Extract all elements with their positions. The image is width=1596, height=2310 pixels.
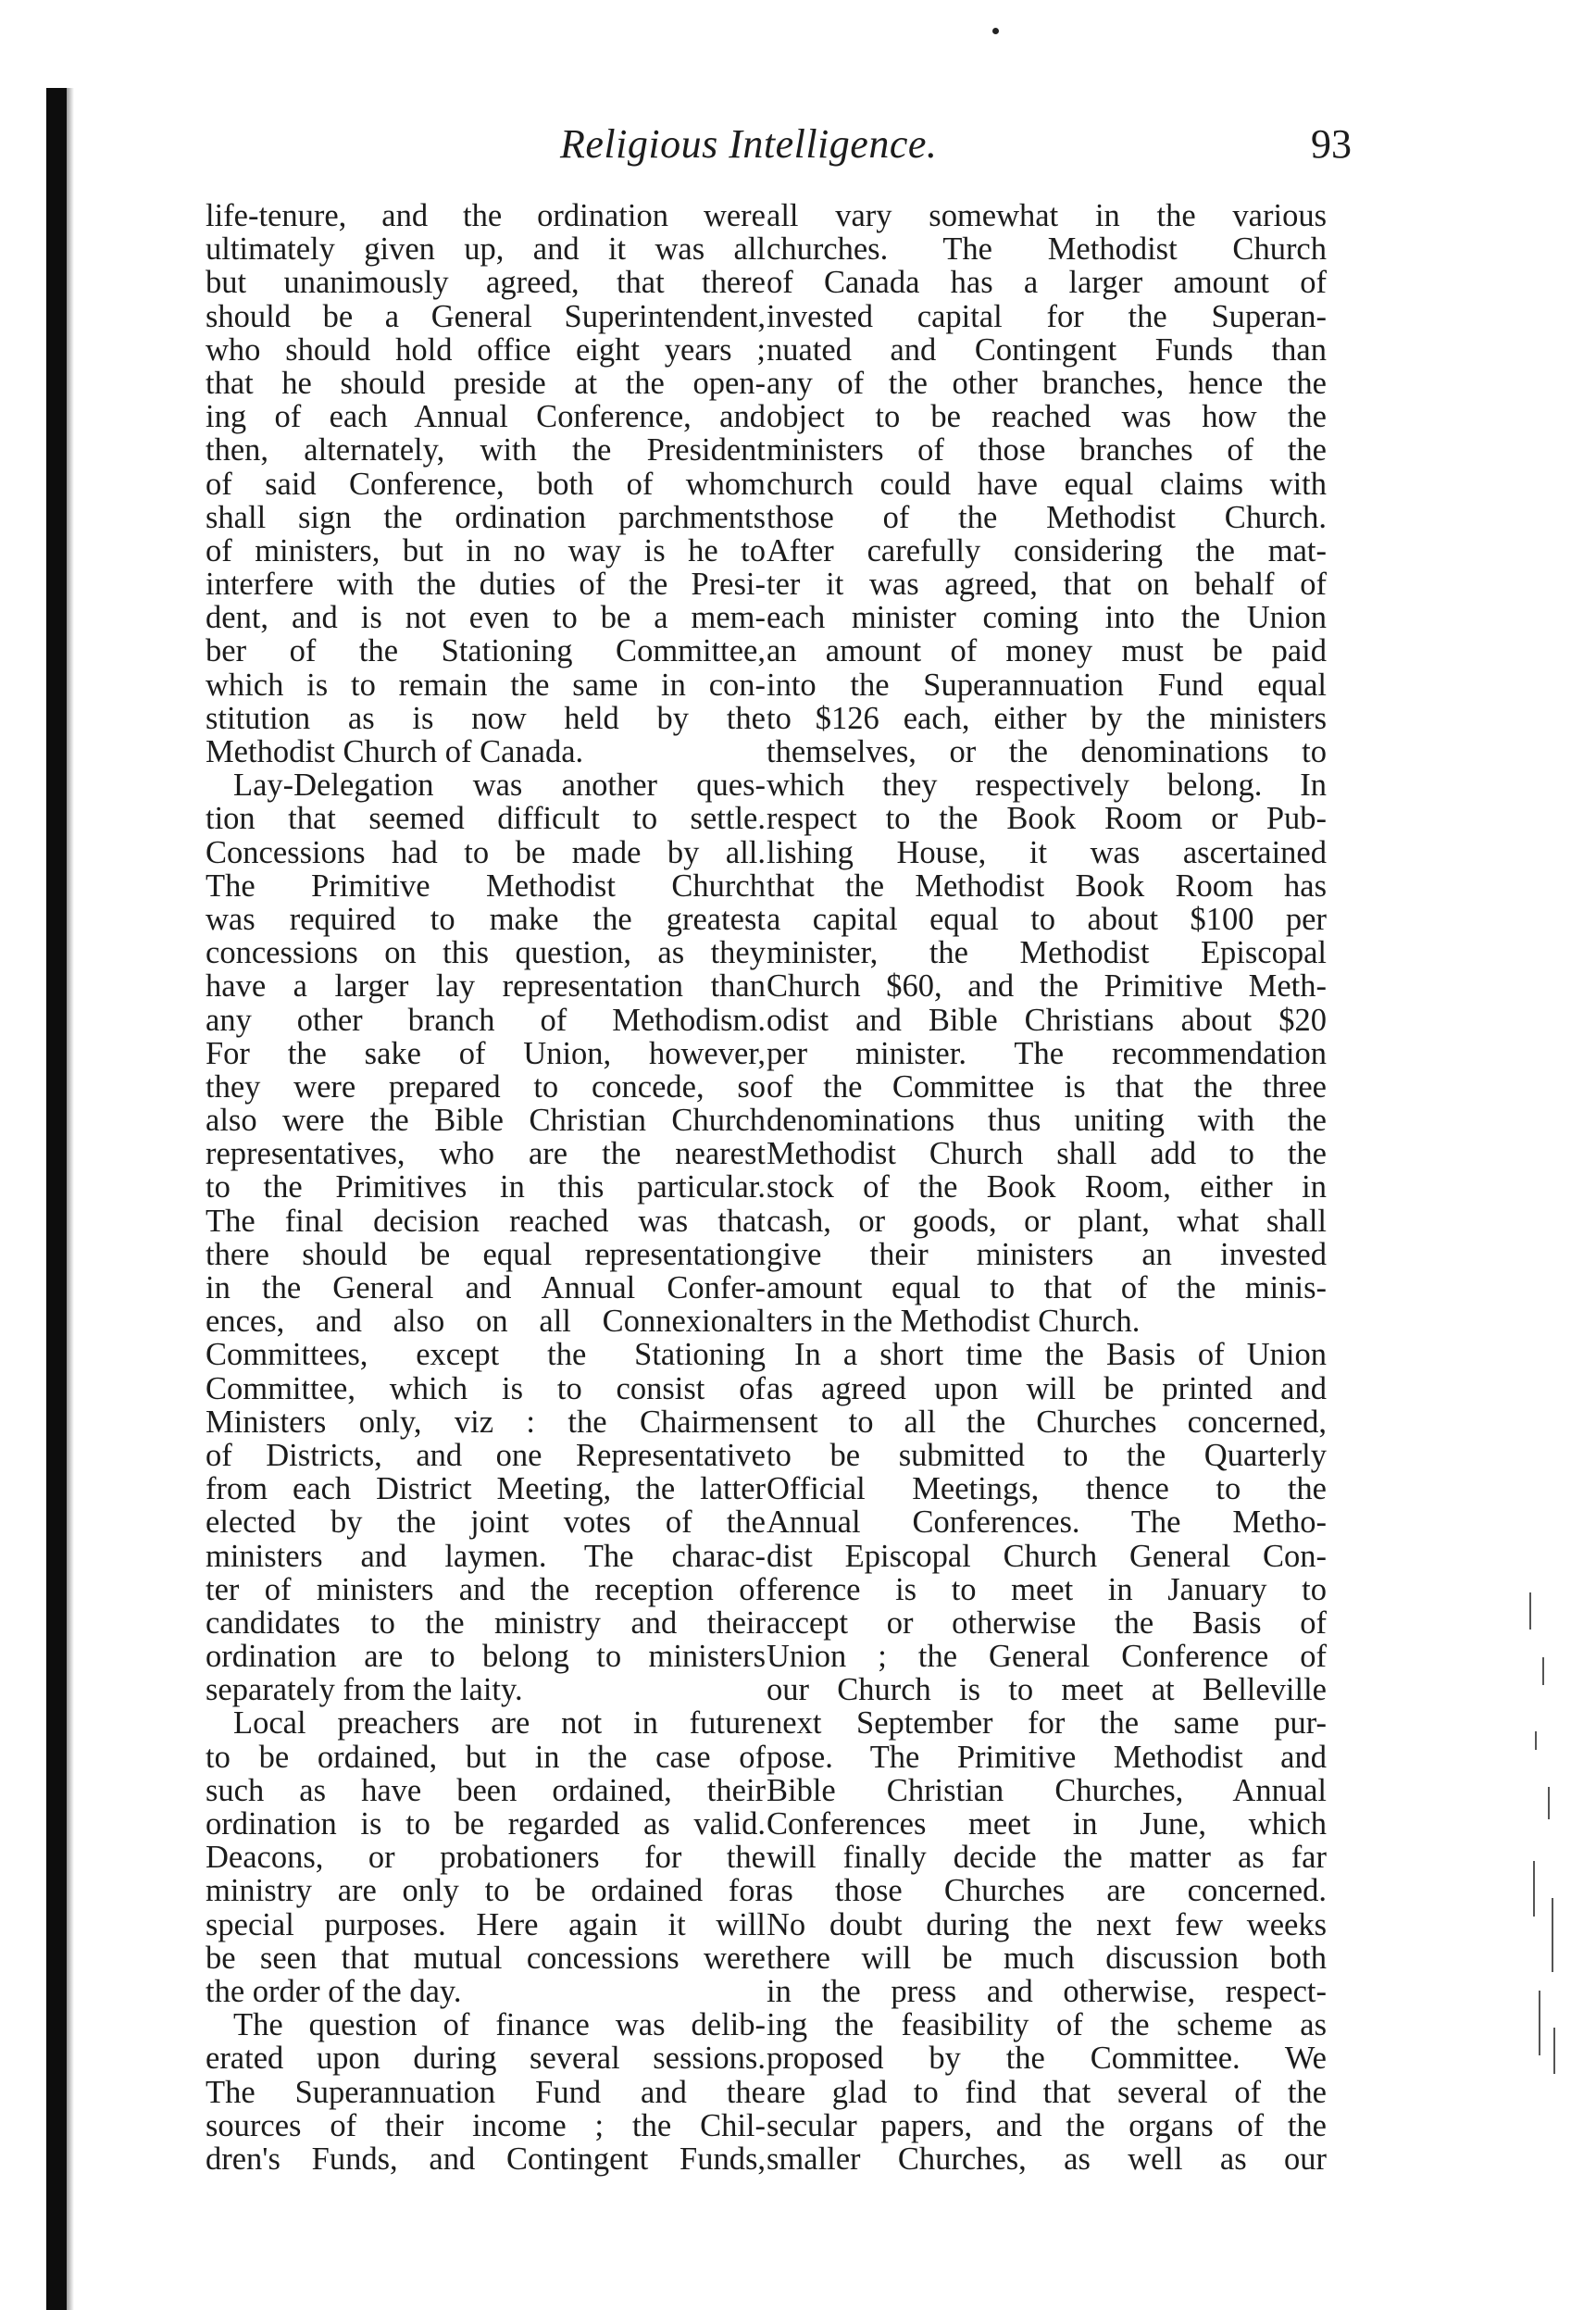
text-line: in the General and Annual Confer-: [206, 1270, 766, 1305]
text-line: amount equal to that of the minis-: [767, 1270, 1327, 1305]
text-line: themselves, or the denominations to: [767, 734, 1327, 769]
text-line: each minister coming into the Union: [767, 600, 1327, 636]
text-line: ter of ministers and the reception of: [206, 1571, 766, 1607]
text-line: For the sake of Union, however,: [206, 1035, 766, 1071]
text-line: The Superannuation Fund and the: [206, 2074, 766, 2110]
text-line: stitution as is now held by the: [206, 700, 766, 736]
text-line: secular papers, and the organs of the: [767, 2107, 1327, 2143]
text-line: there should be equal representation: [206, 1236, 766, 1272]
text-line: but unanimously agreed, that there: [206, 265, 766, 301]
text-line: to the Primitives in this particular.: [206, 1169, 766, 1205]
text-line: lishing House, it was ascertained: [767, 834, 1327, 870]
text-line: Local preachers are not in future: [233, 1705, 766, 1742]
text-line: of the Committee is that the three: [767, 1068, 1327, 1105]
text-line: sent to all the Churches concerned,: [767, 1404, 1327, 1440]
text-line: then, alternately, with the President: [206, 432, 766, 468]
text-line: stock of the Book Room, either in: [767, 1169, 1327, 1205]
text-line: in the press and otherwise, respect-: [767, 1973, 1327, 2009]
text-line: ing of each Annual Conference, and: [206, 399, 766, 435]
text-line: have a larger lay representation than: [206, 968, 766, 1005]
text-line: ordination is to be regarded as valid.: [206, 1806, 766, 1842]
text-line: who should hold office eight years ;: [206, 331, 766, 368]
text-line: dren's Funds, and Contingent Funds,: [206, 2141, 766, 2177]
text-line: The question of finance was delib-: [233, 2007, 766, 2043]
text-line: nuated and Contingent Funds than: [767, 331, 1327, 368]
text-line: which is to remain the same in con-: [206, 667, 766, 703]
text-line: No doubt during the next few weeks: [767, 1906, 1327, 1942]
text-line: are glad to find that several of the: [767, 2074, 1327, 2110]
text-line: After carefully considering the mat-: [767, 532, 1327, 568]
text-line: ing the feasibility of the scheme as: [767, 2007, 1327, 2043]
running-title: Religious Intelligence.: [560, 121, 938, 167]
text-line: pose. The Primitive Methodist and: [767, 1739, 1327, 1775]
text-line: odist and Bible Christians about $20: [767, 1002, 1327, 1038]
text-line: special purposes. Here again it will: [206, 1906, 766, 1942]
page-header: [194, 120, 1352, 176]
text-line: those of the Methodist Church.: [767, 499, 1327, 535]
text-line: elected by the joint votes of the: [206, 1505, 766, 1541]
text-line: was required to make the greatest: [206, 901, 766, 937]
text-line: Church $60, and the Primitive Meth-: [767, 968, 1327, 1005]
text-line: Deacons, or probationers for the: [206, 1840, 766, 1876]
text-line: In a short time the Basis of Union: [794, 1337, 1327, 1373]
text-line: The Primitive Methodist Church: [206, 868, 766, 904]
text-line: Annual Conferences. The Metho-: [767, 1505, 1327, 1541]
text-line: representatives, who are the nearest: [206, 1136, 766, 1172]
text-line: Official Meetings, thence to the: [767, 1471, 1327, 1507]
text-line: ultimately given up, and it was all: [206, 231, 766, 268]
text-line: of Districts, and one Representative: [206, 1437, 766, 1473]
text-line: ter it was agreed, that on behalf of: [767, 567, 1327, 603]
text-line: ber of the Stationing Committee,: [206, 633, 766, 669]
text-line: erated upon during several sessions.: [206, 2041, 766, 2077]
text-column-left: [206, 199, 766, 2176]
text-line: from each District Meeting, the latter: [206, 1471, 766, 1507]
text-line: cash, or goods, or plant, what shall: [767, 1203, 1327, 1239]
text-line: ordination are to belong to ministers: [206, 1639, 766, 1675]
text-line: ministers of those branches of the: [767, 432, 1327, 468]
text-line: proposed by the Committee. We: [767, 2041, 1327, 2077]
text-line: an amount of money must be paid: [767, 633, 1327, 669]
text-line: Union ; the General Conference of: [767, 1639, 1327, 1675]
text-line: sources of their income ; the Chil-: [206, 2107, 766, 2143]
text-line: as those Churches are concerned.: [767, 1873, 1327, 1909]
text-line: respect to the Book Room or Pub-: [767, 801, 1327, 837]
text-line: invested capital for the Superan-: [767, 298, 1327, 334]
text-line: The final decision reached was that: [206, 1203, 766, 1239]
text-line: shall sign the ordination parchments: [206, 499, 766, 535]
text-line: there will be much discussion both: [767, 1940, 1327, 1976]
text-line: Methodist Church shall add to the: [767, 1136, 1327, 1172]
text-line: Committee, which is to consist of: [206, 1370, 766, 1406]
text-line: which they respectively belong. In: [767, 768, 1327, 804]
text-line: ters in the Methodist Church.: [767, 1304, 1141, 1340]
text-line: all vary somewhat in the various: [767, 198, 1327, 233]
text-line: Methodist Church of Canada.: [206, 734, 584, 769]
text-line: such as have been ordained, their: [206, 1772, 766, 1808]
text-line: that he should preside at the open-: [206, 365, 766, 401]
text-line: church could have equal claims with: [767, 466, 1327, 502]
text-line: concessions on this question, as they: [206, 935, 766, 971]
text-line: to be submitted to the Quarterly: [767, 1437, 1327, 1473]
text-line: separately from the laity.: [206, 1672, 523, 1708]
text-line: to be ordained, but in the case of: [206, 1739, 766, 1775]
text-line: of said Conference, both of whom: [206, 466, 766, 502]
text-line: minister, the Methodist Episcopal: [767, 935, 1327, 971]
text-line: ences, and also on all Connexional: [206, 1304, 766, 1340]
margin-marks: [1526, 1592, 1581, 2092]
text-column-right: [767, 199, 1327, 2176]
text-line: be seen that mutual concessions were: [206, 1940, 766, 1976]
text-line: also were the Bible Christian Church: [206, 1103, 766, 1139]
text-line: churches. The Methodist Church: [767, 231, 1327, 268]
text-line: as agreed upon will be printed and: [767, 1370, 1327, 1406]
text-line: our Church is to meet at Belleville: [767, 1672, 1327, 1708]
text-line: ministry are only to be ordained for: [206, 1873, 766, 1909]
text-line: per minister. The recommendation: [767, 1035, 1327, 1071]
page-binding-edge: [46, 88, 67, 2310]
text-line: ministers and laymen. The charac-: [206, 1538, 766, 1574]
text-line: life-tenure, and the ordination were: [206, 198, 766, 233]
text-line: candidates to the ministry and their: [206, 1605, 766, 1641]
text-line: accept or otherwise the Basis of: [767, 1605, 1327, 1641]
text-line: ference is to meet in January to: [767, 1571, 1327, 1607]
text-line: they were prepared to concede, so: [206, 1068, 766, 1105]
text-line: of Canada has a larger amount of: [767, 265, 1327, 301]
text-line: next September for the same pur-: [767, 1705, 1327, 1742]
text-line: the order of the day.: [206, 1973, 462, 2009]
text-line: interfere with the duties of the Presi-: [206, 567, 766, 603]
text-line: should be a General Superintendent,: [206, 298, 766, 334]
text-line: Concessions had to be made by all.: [206, 834, 766, 870]
text-line: denominations thus uniting with the: [767, 1103, 1327, 1139]
text-line: dent, and is not even to be a mem-: [206, 600, 766, 636]
text-line: that the Methodist Book Room has: [767, 868, 1327, 904]
text-line: Conferences meet in June, which: [767, 1806, 1327, 1842]
page-number: 93: [1311, 121, 1352, 167]
text-line: Lay-Delegation was another ques-: [233, 768, 766, 804]
text-line: Committees, except the Stationing: [206, 1337, 766, 1373]
text-line: any other branch of Methodism.: [206, 1002, 766, 1038]
print-speck: [992, 28, 999, 34]
text-line: of ministers, but in no way is he to: [206, 532, 766, 568]
text-line: to $126 each, either by the ministers: [767, 700, 1327, 736]
text-line: into the Superannuation Fund equal: [767, 667, 1327, 703]
text-line: any of the other branches, hence the: [767, 365, 1327, 401]
text-line: Bible Christian Churches, Annual: [767, 1772, 1327, 1808]
text-line: give their ministers an invested: [767, 1236, 1327, 1272]
text-line: object to be reached was how the: [767, 399, 1327, 435]
text-line: will finally decide the matter as far: [767, 1840, 1327, 1876]
text-line: a capital equal to about $100 per: [767, 901, 1327, 937]
text-line: Ministers only, viz : the Chairmen: [206, 1404, 766, 1440]
text-line: tion that seemed difficult to settle.: [206, 801, 766, 837]
text-line: dist Episcopal Church General Con-: [767, 1538, 1327, 1574]
text-line: smaller Churches, as well as our: [767, 2141, 1327, 2177]
